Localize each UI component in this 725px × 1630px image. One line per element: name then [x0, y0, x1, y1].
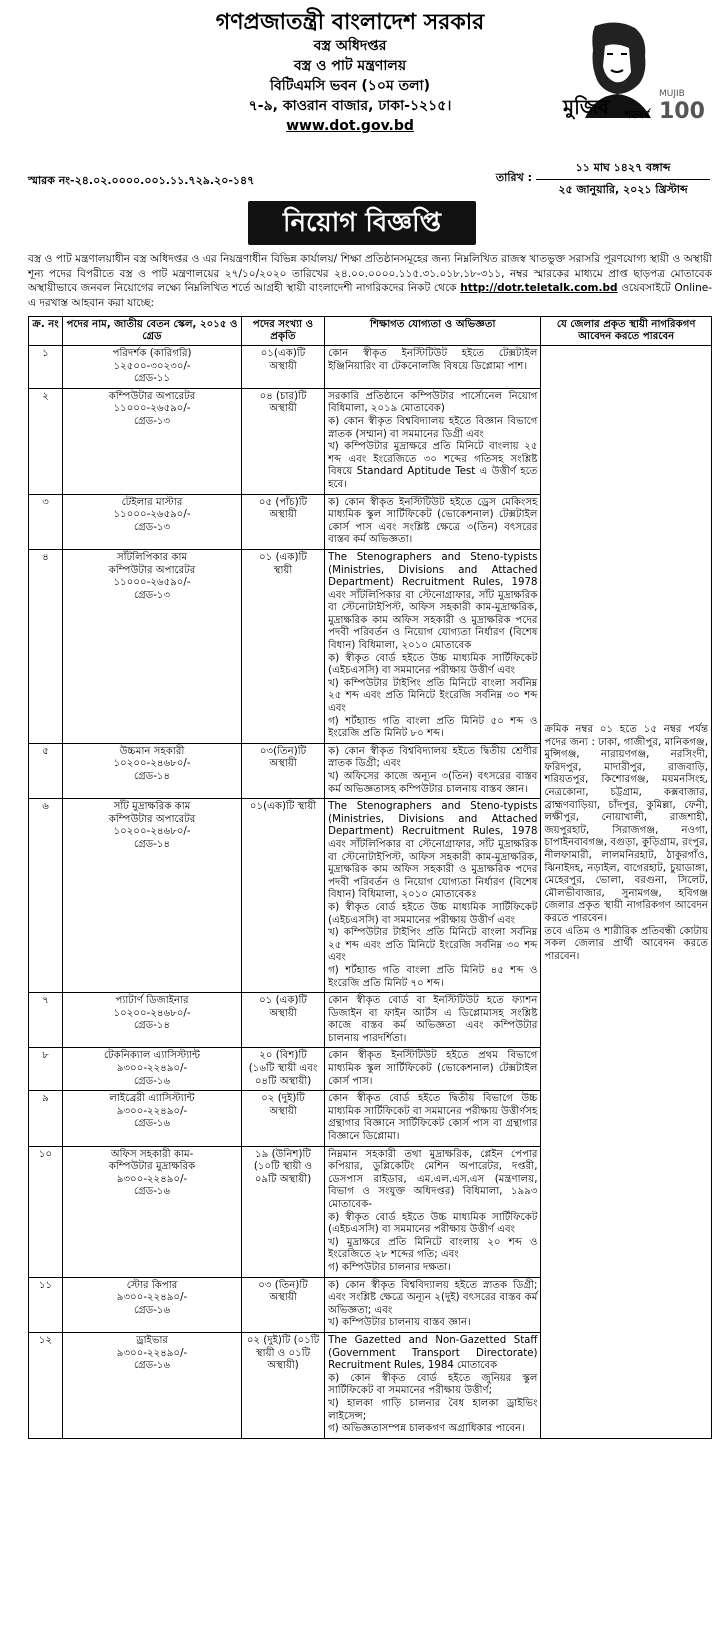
building-name: বিটিএমসি ভবন (১০ম তলা) [269, 78, 431, 94]
cell-sl: ৫ [29, 743, 63, 798]
logo-text-mujib: মুজিব [563, 95, 609, 119]
cell-sl: ১১ [29, 1277, 63, 1332]
cell-count: ০৩ (তিন)টি অস্থায়ী [242, 1277, 325, 1332]
cell-qualification: ক) কোন স্বীকৃত বিশ্ববিদ্যালয় হইতে স্নাতক ডিগ্রী; এবং সংশ্লিষ্ট ক্ষেত্রে অন্যূন ২(দুই) বৎসরের বাস্তব কর্ম অভিজ্ঞতা; এবং খ) কম্পিউটার চালনায় বাস্তব জ্ঞান। [325, 1277, 541, 1332]
cell-post: স্টোর কিপার ৯৩০০-২২৪৯০/- গ্রেড-১৬ [63, 1277, 242, 1332]
cell-sl: ১ [29, 346, 63, 389]
cell-sl: ৮ [29, 1048, 63, 1091]
cell-post: কম্পিউটার অপারেটর ১১০০০-২৬৫৯০/- গ্রেড-১৩ [63, 388, 242, 494]
cell-post: সাঁট মুদ্রাক্ষরিক কাম কম্পিউটার অপারেটর ১০২০০-২৪৬৮০/- গ্রেড-১৪ [63, 799, 242, 993]
mujib-100-logo [555, 18, 705, 123]
table-header-row [29, 317, 712, 346]
cell-sl: ৩ [29, 494, 63, 549]
cell-post: অফিস সহকারী কাম- কম্পিউটার মুদ্রাক্ষরিক ৯৩০০-২২৪৯০/- গ্রেড-১৬ [63, 1146, 242, 1277]
cell-qualification: The Stenographers and Steno-typists (Ministries, Divisions and Attached Department) Recruitment Rules, 1978 এবং সাঁটলিপিকার বা স্টেনোগ্রাফার, সাঁট মুদ্রাক্ষরিক বা স্টেনোটাইপিস্ট, অফিস সহকারী কাম-মুদ্রাক্ষরিক, মুদ্রাক্ষরিক কাম অফিস সহকারী ও মুদ্রাক্ষরিক পদের পদবী পরিবর্তন ও নিয়োগ যোগ্যতা নির্ধারণ (বিশেষ বিধান) বিধিমালা, ২০১০ মোতাবেক ক) স্বীকৃত বোর্ড হইতে উচ্চ মাধ্যমিক সার্টিফিকেট (এইচএসসি) বা সমমানের পরীক্ষায় উত্তীর্ণ এবং খ) কম্পিউটার টাইপিং প্রতি মিনিটে বাংলা সর্বনিম্ন ২৫ শব্দ এবং প্রতি মিনিটে ইংরেজি সর্বনিম্ন ৩০ শব্দ এবং গ) শর্টহ্যান্ড গতি বাংলা প্রতি মিনিট ৫০ শব্দ ও ইংরেজি প্রতি মিনিট ৮০ শব্দ। [325, 549, 541, 743]
office-name: বস্ত্র অধিদপ্তর [313, 38, 387, 54]
logo-text-shatabarsha: শতবর্ষ [625, 110, 650, 121]
col-header-sl: ক্র. নং [29, 317, 63, 346]
notice-title: নিয়োগ বিজ্ঞপ্তি [248, 201, 476, 245]
district-text: ক্রমিক নম্বর ০১ হতে ১৫ নম্বর পর্যন্ত পদের জন্য : ঢাকা, গাজীপুর, মানিকগঞ্জ, মুন্সিগঞ্জ, নারায়ণগঞ্জ, নরসিংদী, ফরিদপুর, মাদারীপুর, রাজবাড়ি, শরিয়তপুর, কিশোরগঞ্জ, ময়মনসিংহ, নেত্রকোনা, চট্টগ্রাম, কক্সবাজার, ব্রাহ্মণবাড়িয়া, চাঁদপুর, কুমিল্লা, ফেনী, লক্ষীপুর, নোয়াখালী, রাজশাহী, জয়পুরহাট, সিরাজগঞ্জ, নওগা, চাপাইনবাবগঞ্জ, বগুড়া, কুড়িগ্রাম, রংপুর, নীলফামারী, লালমনিরহাট, ঠাকুরগাঁও, ঝিনাইদহ, নড়াইল, বাগেরহাট, চুয়াডাঙ্গা, মেহেরপুর, ভোলা, বরগুনা, সিলেট, মৌলভীবাজার, সুনামগঞ্জ, হবিগঞ্জ জেলার প্রকৃত স্থায়ী নাগরিকগণ আবেদন করতে পারবেন। তবে এতিম ও শারীরিক প্রতিবন্ধী কোটায় সকল জেলার প্রার্থী আবেদন করতে পারবেন। [544, 724, 708, 962]
cell-qualification: কোন স্বীকৃত বোর্ড বা ইনস্টিটিউট হতে ফ্যাশন ডিজাইন বা ফাইন আর্টস এ ডিপ্লোমাসহ সংশ্লিষ্ট কাজে বাস্তব কর্ম অভিজ্ঞতা এবং কম্পিউটার চালনায় পারদর্শিতা। [325, 993, 541, 1048]
date-label: তারিখ : [495, 170, 532, 184]
cell-count: ০১ (এক)টি অস্থায়ী [242, 993, 325, 1048]
cell-post: উচ্চমান সহকারী ১০২০০-২৪৬৮০/- গ্রেড-১৪ [63, 743, 242, 798]
intro-paragraph [28, 252, 712, 310]
website-link[interactable]: www.dot.gov.bd [286, 118, 414, 134]
cell-qualification: The Stenographers and Steno-typists (Ministries, Divisions and Attached Department) Recruitment Rules, 1978 এবং সাঁটলিপিকার বা স্টেনোগ্রাফার, সাঁট মুদ্রাক্ষরিক বা স্টেনোটাইপিস্ট, অফিস সহকারী কাম-মুদ্রাক্ষরিক, মুদ্রাক্ষরিক কাম অফিস সহকারী ও মুদ্রাক্ষরিক পদের পদবী পরিবর্তন ও নিয়োগ যোগ্যতা নির্ধারণ (বিশেষ বিধান) বিধিমালা, ২০১০ মোতাবেকঃ ক) স্বীকৃত বোর্ড হইতে উচ্চ মাধ্যমিক সার্টিফিকেট (এইচএসসি) বা সমমানের পরীক্ষায় উত্তীর্ণ এবং খ) কম্পিউটার টাইপিং প্রতি মিনিটে বাংলা সর্বনিম্ন ২৫ শব্দ এবং প্রতি মিনিটে ইংরেজি সর্বনিম্ন ৩০ শব্দ এবং গ) শর্টহ্যান্ড গতি বাংলা প্রতি মিনিট ৪৫ শব্দ ও ইংরেজি প্রতি মিনিট ৭০ শব্দ। [325, 799, 541, 993]
logo-text-100: 100 [659, 99, 705, 123]
vacancy-table [28, 316, 712, 1439]
intro-text: বস্ত্র ও পাট মন্ত্রণালয়াধীন বস্ত্র অধিদপ্তর ও এর নিয়ন্ত্রণাধীন বিভিন্ন কার্যালয়/ শিক্ষা প্রতিষ্ঠানসমূহের জন্য নিম্নলিখিত রাজস্ব খাতভুক্ত সরাসরি পূরণযোগ্য স্থায়ী ও অস্থায়ী শূন্য পদের বিপরীতে বস্ত্র ও পাট মন্ত্রণালয়ের ২৭/১০/২০২০ তারিখের ২৪.০০.০০০০.১১৫.৩১.০১৮.১৮-৩১১, নম্বর স্মারকের মাধ্যমে প্রাপ্ত ছাড়পত্র মোতাবেক অস্থায়ীভাবে জনবল নিয়োগের লক্ষ্যে নিম্নলিখিত শর্তে আগ্রহী স্থায়ী বাংলাদেশী নাগরিকদের নিকট থেকে [28, 253, 712, 294]
logo-text-mujib-en: MUJIB [659, 89, 685, 99]
cell-sl: ৯ [29, 1091, 63, 1146]
cell-sl: ৪ [29, 549, 63, 743]
date-block [470, 158, 710, 200]
cell-qualification: নিম্নমান সহকারী তথা মুদ্রাক্ষরিক, প্লেইন পেপার কপিয়ার, ডুপ্লিকেটিং মেশিন অপারেটর, দপ্তরী, ডেসপাস রাইডার, এম.এল.এস.এস (মন্ত্রণালয়, বিভাগ ও সংযুক্ত অধিদপ্তর) বিধিমালা, ১৯৯৩ মোতাবেক- ক) স্বীকৃত বোর্ড হইতে উচ্চ মাধ্যমিক সার্টিফিকেট (এইচএসসি) বা সমমানের পরীক্ষায় উত্তীর্ণ এবং খ) মুদ্রাক্ষরে প্রতি মিনিটে বাংলায় ২০ শব্দ ও ইংরেজিতে ২৮ শব্দের গতি; এবং গ) কম্পিউটার চালনার দক্ষতা। [325, 1146, 541, 1277]
cell-sl: ১০ [29, 1146, 63, 1277]
cell-qualification: কোন স্বীকৃত বোর্ড হইতে দ্বিতীয় বিভাগে উচ্চ মাধ্যমিক সার্টিফিকেট বা সমমানের পরীক্ষায় উত্তীর্ণসহ গ্রন্থাগার বিজ্ঞানে সার্টিফিকেট কোর্স পাস বা গ্রন্থাগার বিজ্ঞানে ডিপ্লোমা। [325, 1091, 541, 1146]
col-header-qualification: শিক্ষাগত যোগ্যতা ও অভিজ্ঞতা [325, 317, 541, 346]
cell-post: প্যাটার্ণ ডিজাইনার ১০২০০-২৪৬৮০/- গ্রেড-১৪ [63, 993, 242, 1048]
cell-qualification: The Gazetted and Non-Gazetted Staff (Government Transport Directorate) Recruitment Rules, 1984 মোতাবেক ক) কোন স্বীকৃত বোর্ড হইতে জুনিয়র স্কুল সার্টিফিকেট বা সমমানের পরীক্ষায় উত্তীর্ণ; খ) হালকা গাড়ি চালনার বৈধ হালকা ড্রাইভিং লাইসেন্স; গ) অভিজ্ঞতাসম্পন্ন চালকগণ অগ্রাধিকার পাবেন। [325, 1332, 541, 1438]
cell-post: ড্রাইভার ৯৩০০-২২৪৯০/- গ্রেড-১৬ [63, 1332, 242, 1438]
table-body [29, 346, 712, 1439]
col-header-post: পদের নাম, জাতীয় বেতন স্কেল, ২০১৫ ও গ্রেড [63, 317, 242, 346]
col-header-count: পদের সংখ্যা ও প্রকৃতি [242, 317, 325, 346]
cell-sl: ২ [29, 388, 63, 494]
intro-tail: ওয়েবসাইটে Online-এ দরখাস্ত আহবান করা যাচ্ছে: [28, 282, 712, 309]
col-header-district: যে জেলার প্রকৃত স্থায়ী নাগরিকগণ আবেদন করতে পারবেন [541, 317, 712, 346]
cell-sl: ৬ [29, 799, 63, 993]
ministry-name: বস্ত্র ও পাট মন্ত্রণালয় [293, 58, 407, 74]
cell-count: ০২ (দুই)টি অস্থায়ী [242, 1091, 325, 1146]
cell-qualification: সরকারি প্রতিষ্ঠানে কম্পিউটার পার্সোনেল নিয়োগ বিধিমালা, ২০১৯ মোতাবেক) ক) কোন স্বীকৃত বিশ্ববিদ্যালয় হইতে বিজ্ঞান বিভাগে স্নাতক (সম্মান) বা সমমানের ডিগ্রী এবং খ) কম্পিউটার মুদ্রাক্ষরে প্রতি মিনিটে বাংলায় ২৫ শব্দ এবং ইংরেজিতে ৩০ শব্দের গতিসহ সংশ্লিষ্ট বিষয়ে Standard Aptitude Test এ উত্তীর্ণ হতে হবে। [325, 388, 541, 494]
cell-count: ০১(এক)টি স্থায়ী [242, 799, 325, 993]
cell-qualification: ক) কোন স্বীকৃত বিশ্ববিদ্যালয় হইতে দ্বিতীয় শ্রেণীর স্নাতক ডিগ্রী; এবং খ) অফিসের কাজে অন্যূন ৩(তিন) বৎসরের বাস্তব কর্ম অভিজ্ঞতাসহ কম্পিউটার চালনায় বাস্তব জ্ঞান। [325, 743, 541, 798]
cell-count: ০১ (এক)টি স্থায়ী [242, 549, 325, 743]
govt-title: গণপ্রজাতন্ত্রী বাংলাদেশ সরকার [215, 10, 485, 35]
date-english: ২৫ জানুয়ারি, ২০২১ খ্রিস্টাব্দ [558, 182, 688, 196]
address: ৭-৯, কাওরান বাজার, ঢাকা-১২১৫। [248, 98, 452, 114]
date-bangla: ১১ মাঘ ১৪২৭ বঙ্গাব্দ [575, 160, 671, 174]
cell-count: ২০ (বিশ)টি (১৬টি স্থায়ী এবং ০৪টি অস্থায়ী) [242, 1048, 325, 1091]
cell-qualification: ক) কোন স্বীকৃত ইনস্টিটিউট হইতে ড্রেস মেকিংসহ মাধ্যমিক স্কুল সার্টিফিকেট (ভোকেশনাল) টেক্সটাইল কোর্স পাস এবং সংশ্লিষ্ট ক্ষেত্রে ৩(তিন) বৎসরের বাস্তব কর্ম অভিজ্ঞতা। [325, 494, 541, 549]
cell-count: ১৯ (উনিশ)টি (১০টি স্থায়ী ও ০৯টি অস্থায়ী) [242, 1146, 325, 1277]
cell-post: লাইব্রেরী এ্যাসিস্ট্যান্ট ৯৩০০-২২৪৯০/- গ্রেড-১৬ [63, 1091, 242, 1146]
cell-sl: ১২ [29, 1332, 63, 1438]
cell-post: পরিদর্শক (কারিগরি) ১২৫০০-৩০২৩০/- গ্রেড-১১ [63, 346, 242, 389]
cell-sl: ৭ [29, 993, 63, 1048]
cell-qualification: কোন স্বীকৃত ইনস্টিটিউট হইতে প্রথম বিভাগে মাধ্যমিক স্কুল সার্টিফিকেট (ভোকেশনাল) টেক্সটাইল কোর্স পাস। [325, 1048, 541, 1091]
cell-count: ০২ (দুই)টি (০১টি স্থায়ী ও ০১টি অস্থায়ী) [242, 1332, 325, 1438]
cell-count: ০৩(তিন)টি অস্থায়ী [242, 743, 325, 798]
table-row [29, 346, 712, 389]
letterhead [180, 10, 520, 136]
cell-count: ০৫ (পাঁচ)টি অস্থায়ী [242, 494, 325, 549]
teletalk-link[interactable]: http://dotr.teletalk.com.bd [460, 282, 618, 294]
memo-number: স্মারক নং-২৪.০২.০০০০.০০১.১১.৭২৯.২০-১৪৭ [28, 174, 255, 187]
cell-district [541, 346, 712, 1439]
cell-post: টেকনিক্যাল এ্যাসিস্ট্যান্ট ৯৩০০-২২৪৯০/- গ্রেড-১৬ [63, 1048, 242, 1091]
cell-qualification: কোন স্বীকৃত ইনস্টিটিউট হইতে টেক্সটাইল ইঞ্জিনিয়ারিং বা টেকনোলজি বিষয়ে ডিপ্লোমা পাশ। [325, 346, 541, 389]
cell-post: সাঁটলিপিকার কাম কম্পিউটার অপারেটর ১১০০০-২৬৫৯০/- গ্রেড-১৩ [63, 549, 242, 743]
cell-post: টেইলার মাস্টার ১১০০০-২৬৫৯০/- গ্রেড-১৩ [63, 494, 242, 549]
cell-count: ০৪ (চার)টি অস্থায়ী [242, 388, 325, 494]
cell-count: ০১(এক)টি অস্থায়ী [242, 346, 325, 389]
